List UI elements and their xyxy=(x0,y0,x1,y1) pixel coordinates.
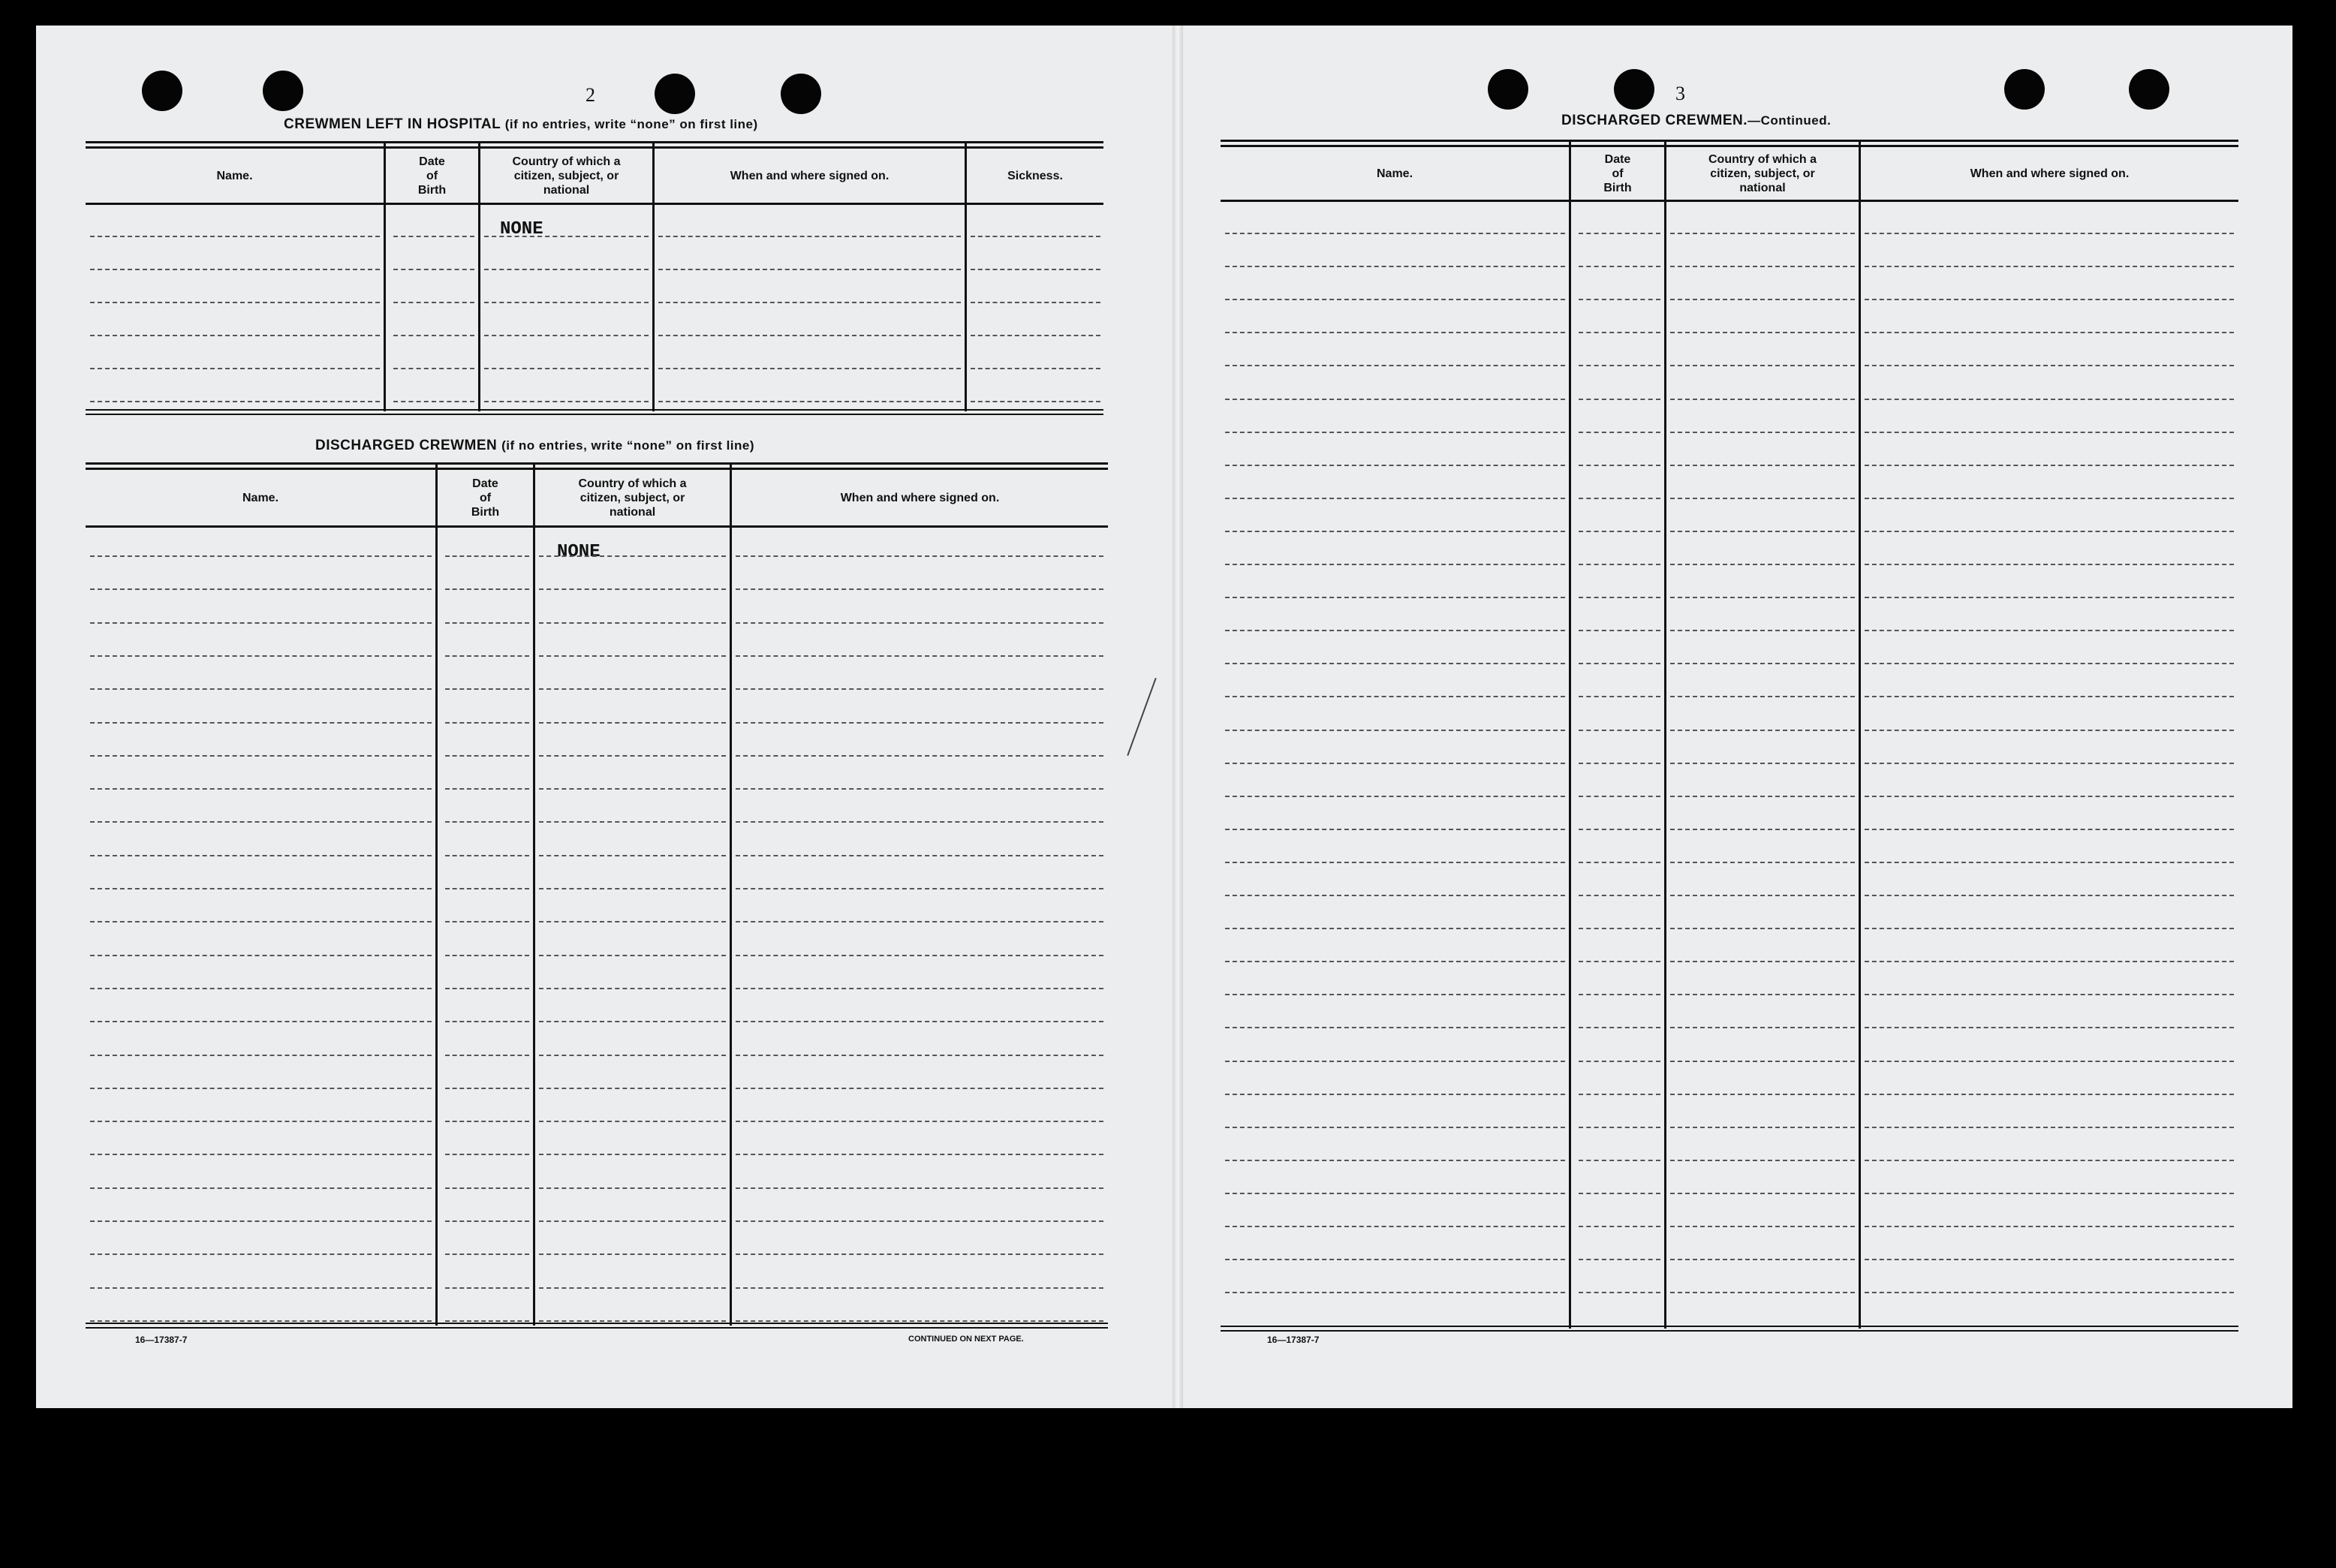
entry-line xyxy=(1670,895,1855,896)
entry-line xyxy=(484,236,649,237)
entry-line xyxy=(1865,928,2234,929)
entry-line xyxy=(1670,663,1855,664)
entry-line xyxy=(445,688,529,690)
entry-line xyxy=(539,1088,726,1089)
column-header-signed-on: When and where signed on. xyxy=(730,169,890,182)
entry-line xyxy=(1865,1027,2234,1028)
entry-line xyxy=(736,788,1103,790)
entry-line xyxy=(90,1055,432,1056)
entry-line xyxy=(1865,365,2234,366)
entry-line xyxy=(736,1021,1103,1022)
entry-line xyxy=(539,1021,726,1022)
column-header-date-of-birth: Date of Birth xyxy=(471,477,500,519)
column-header-country: Country of which a citizen, subject, or national xyxy=(578,477,687,519)
discharged-continued-title: DISCHARGED CREWMEN.—Continued. xyxy=(1561,113,1832,128)
entry-line xyxy=(90,655,432,657)
entry-line xyxy=(445,855,529,856)
entry-line xyxy=(90,588,432,590)
entry-line xyxy=(90,401,380,402)
entry-line xyxy=(90,1088,432,1089)
entry-line xyxy=(1670,1259,1855,1260)
entry-line xyxy=(1225,829,1565,830)
entry-line xyxy=(90,622,432,624)
entry-line xyxy=(1865,862,2234,863)
entry-line xyxy=(736,1220,1103,1222)
entry-line xyxy=(736,1121,1103,1122)
entry-line xyxy=(445,955,529,956)
entry-line xyxy=(1225,432,1565,433)
entry-line xyxy=(1865,1292,2234,1293)
punch-hole xyxy=(2129,69,2169,110)
entry-line xyxy=(90,955,432,956)
entry-line xyxy=(1579,266,1660,267)
entry-line xyxy=(445,988,529,989)
entry-line xyxy=(1865,796,2234,797)
entry-line xyxy=(971,236,1100,237)
column-header-name: Name. xyxy=(216,169,253,182)
entry-line xyxy=(1225,1292,1565,1293)
entry-line xyxy=(736,755,1103,757)
page-fold xyxy=(1173,26,1183,1408)
entry-line xyxy=(1579,961,1660,962)
entry-line xyxy=(445,1287,529,1289)
entry-line xyxy=(736,1253,1103,1255)
entry-line xyxy=(1225,564,1565,565)
entry-line xyxy=(658,401,961,402)
entry-line xyxy=(1579,1127,1660,1128)
entry-line xyxy=(1225,498,1565,499)
entry-line xyxy=(90,1187,432,1189)
column-header-signed-on: When and where signed on. xyxy=(840,491,1000,504)
entry-line xyxy=(1865,994,2234,995)
entry-line xyxy=(539,1220,726,1222)
entry-line xyxy=(1579,829,1660,830)
entry-line xyxy=(393,302,474,303)
entry-line xyxy=(1670,1160,1855,1161)
entry-line xyxy=(1579,432,1660,433)
entry-line xyxy=(90,555,432,557)
entry-line xyxy=(1865,564,2234,565)
entry-line xyxy=(90,888,432,889)
entry-line xyxy=(1865,597,2234,598)
entry-line xyxy=(1865,299,2234,300)
entry-line xyxy=(736,722,1103,724)
entry-line xyxy=(445,555,529,557)
entry-line xyxy=(1670,465,1855,466)
entry-line xyxy=(1865,266,2234,267)
entry-line xyxy=(90,821,432,823)
entry-line xyxy=(1865,432,2234,433)
entry-line xyxy=(1579,332,1660,333)
entry-line xyxy=(1225,730,1565,731)
entry-line xyxy=(1865,961,2234,962)
discharged-continued-table xyxy=(1221,140,2238,1333)
entry-line xyxy=(1579,465,1660,466)
entry-line xyxy=(971,269,1100,270)
entry-line xyxy=(1579,730,1660,731)
entry-line xyxy=(539,588,726,590)
entry-line xyxy=(1225,1027,1565,1028)
entry-line xyxy=(90,921,432,922)
entry-line xyxy=(1670,1226,1855,1227)
entry-line xyxy=(1670,299,1855,300)
entry-line xyxy=(539,1320,726,1322)
entry-line xyxy=(1579,696,1660,697)
entry-line xyxy=(1225,696,1565,697)
entry-line xyxy=(1670,994,1855,995)
entry-line xyxy=(736,555,1103,557)
entry-line xyxy=(1670,730,1855,731)
entry-line xyxy=(539,688,726,690)
entry-line xyxy=(1579,1292,1660,1293)
entry-line xyxy=(539,1287,726,1289)
entry-line xyxy=(1670,531,1855,532)
entry-line xyxy=(971,368,1100,369)
entry-line xyxy=(736,1088,1103,1089)
entry-line xyxy=(539,1154,726,1155)
entry-line xyxy=(1225,1061,1565,1062)
entry-line xyxy=(1865,663,2234,664)
entry-line xyxy=(1225,1259,1565,1260)
entry-line xyxy=(1670,432,1855,433)
entry-line xyxy=(539,988,726,989)
punch-hole xyxy=(655,74,695,114)
entry-line xyxy=(1579,1193,1660,1194)
entry-line xyxy=(1225,895,1565,896)
entry-line xyxy=(1579,763,1660,764)
entry-line xyxy=(1670,564,1855,565)
entry-line xyxy=(90,1154,432,1155)
page-number: 2 xyxy=(586,84,595,106)
entry-line xyxy=(445,788,529,790)
discharged-table xyxy=(86,462,1108,1329)
discharged-entry-none: NONE xyxy=(557,542,601,562)
entry-line xyxy=(1225,994,1565,995)
entry-line xyxy=(1865,399,2234,400)
entry-line xyxy=(90,1021,432,1022)
entry-line xyxy=(971,401,1100,402)
entry-line xyxy=(1865,630,2234,631)
entry-line xyxy=(539,555,726,557)
entry-line xyxy=(1579,299,1660,300)
entry-line xyxy=(736,1187,1103,1189)
entry-line xyxy=(1225,399,1565,400)
entry-line xyxy=(1225,796,1565,797)
entry-line xyxy=(445,821,529,823)
entry-line xyxy=(1225,1193,1565,1194)
entry-line xyxy=(1225,465,1565,466)
entry-line xyxy=(1225,531,1565,532)
entry-line xyxy=(736,1287,1103,1289)
entry-line xyxy=(1865,829,2234,830)
entry-line xyxy=(445,1021,529,1022)
entry-line xyxy=(736,921,1103,922)
entry-line xyxy=(736,588,1103,590)
entry-line xyxy=(736,1320,1103,1322)
entry-line xyxy=(1579,862,1660,863)
entry-line xyxy=(1670,696,1855,697)
entry-line xyxy=(539,955,726,956)
entry-line xyxy=(1670,233,1855,234)
entry-line xyxy=(1865,1094,2234,1095)
entry-line xyxy=(1579,597,1660,598)
entry-line xyxy=(1579,498,1660,499)
entry-line xyxy=(1579,1259,1660,1260)
entry-line xyxy=(539,888,726,889)
entry-line xyxy=(393,335,474,336)
entry-line xyxy=(1670,498,1855,499)
column-header-signed-on: When and where signed on. xyxy=(1970,167,2130,180)
entry-line xyxy=(90,302,380,303)
entry-line xyxy=(445,588,529,590)
entry-line xyxy=(736,1154,1103,1155)
punch-hole xyxy=(1488,69,1528,110)
entry-line xyxy=(539,622,726,624)
entry-line xyxy=(393,368,474,369)
entry-line xyxy=(90,1253,432,1255)
entry-line xyxy=(1579,895,1660,896)
entry-line xyxy=(1865,465,2234,466)
entry-line xyxy=(1670,928,1855,929)
entry-line xyxy=(1579,994,1660,995)
column-header-country: Country of which a citizen, subject, or national xyxy=(1708,152,1817,194)
entry-line xyxy=(539,855,726,856)
column-header-country: Country of which a citizen, subject, or national xyxy=(512,155,621,197)
entry-line xyxy=(1579,1027,1660,1028)
entry-line xyxy=(484,269,649,270)
entry-line xyxy=(1579,564,1660,565)
entry-line xyxy=(658,269,961,270)
entry-line xyxy=(658,335,961,336)
entry-line xyxy=(1670,365,1855,366)
column-header-name: Name. xyxy=(1376,167,1413,180)
entry-line xyxy=(971,302,1100,303)
entry-line xyxy=(1670,796,1855,797)
entry-line xyxy=(1670,1027,1855,1028)
hospital-section-title: CREWMEN LEFT IN HOSPITAL (if no entries, write “none” on first line) xyxy=(284,116,758,132)
entry-line xyxy=(445,921,529,922)
entry-line xyxy=(445,722,529,724)
column-header-sickness: Sickness. xyxy=(1007,169,1063,182)
entry-line xyxy=(1670,1193,1855,1194)
entry-line xyxy=(90,788,432,790)
punch-hole xyxy=(2004,69,2045,110)
entry-line xyxy=(658,368,961,369)
entry-line xyxy=(1670,763,1855,764)
entry-line xyxy=(1225,1160,1565,1161)
column-header-name: Name. xyxy=(242,491,279,504)
entry-line xyxy=(1670,630,1855,631)
entry-line xyxy=(1225,1226,1565,1227)
entry-line xyxy=(539,921,726,922)
entry-line xyxy=(90,1121,432,1122)
entry-line xyxy=(1670,1094,1855,1095)
entry-line xyxy=(445,655,529,657)
entry-line xyxy=(90,1320,432,1322)
entry-line xyxy=(1579,1160,1660,1161)
entry-line xyxy=(1225,663,1565,664)
entry-line xyxy=(1225,233,1565,234)
entry-line xyxy=(1579,928,1660,929)
entry-line xyxy=(539,1187,726,1189)
entry-line xyxy=(1865,1226,2234,1227)
entry-line xyxy=(1670,829,1855,830)
entry-line xyxy=(1225,928,1565,929)
entry-line xyxy=(393,401,474,402)
entry-line xyxy=(1225,299,1565,300)
entry-line xyxy=(1865,1259,2234,1260)
entry-line xyxy=(971,335,1100,336)
entry-line xyxy=(90,236,380,237)
entry-line xyxy=(736,655,1103,657)
entry-line xyxy=(1225,365,1565,366)
entry-line xyxy=(445,1320,529,1322)
entry-line xyxy=(1225,961,1565,962)
entry-line xyxy=(90,335,380,336)
entry-line xyxy=(1865,1160,2234,1161)
entry-line xyxy=(1865,895,2234,896)
discharged-section-title: DISCHARGED CREWMEN (if no entries, write “none” on first line) xyxy=(315,438,755,453)
entry-line xyxy=(736,688,1103,690)
entry-line xyxy=(1865,763,2234,764)
entry-line xyxy=(1865,1193,2234,1194)
entry-line xyxy=(1225,862,1565,863)
entry-line xyxy=(1865,1127,2234,1128)
entry-line xyxy=(1865,531,2234,532)
entry-line xyxy=(1670,399,1855,400)
entry-line xyxy=(445,1253,529,1255)
entry-line xyxy=(1225,763,1565,764)
entry-line xyxy=(1579,233,1660,234)
entry-line xyxy=(736,821,1103,823)
entry-line xyxy=(1579,630,1660,631)
punch-hole xyxy=(781,74,821,114)
form-number: 16—17387-7 xyxy=(1267,1335,1320,1345)
entry-line xyxy=(445,755,529,757)
entry-line xyxy=(736,888,1103,889)
form-number: 16—17387-7 xyxy=(135,1335,188,1345)
entry-line xyxy=(539,1121,726,1122)
column-header-date-of-birth: Date of Birth xyxy=(417,155,447,197)
entry-line xyxy=(539,722,726,724)
entry-line xyxy=(90,722,432,724)
entry-line xyxy=(1579,1094,1660,1095)
column-header-date-of-birth: Date of Birth xyxy=(1603,152,1632,194)
entry-line xyxy=(1865,233,2234,234)
entry-line xyxy=(1225,630,1565,631)
entry-line xyxy=(539,821,726,823)
entry-line xyxy=(1670,1292,1855,1293)
entry-line xyxy=(1865,1061,2234,1062)
entry-line xyxy=(393,236,474,237)
entry-line xyxy=(736,1055,1103,1056)
entry-line xyxy=(484,335,649,336)
entry-line xyxy=(445,1187,529,1189)
entry-line xyxy=(445,622,529,624)
entry-line xyxy=(90,755,432,757)
entry-line xyxy=(445,1154,529,1155)
entry-line xyxy=(1579,796,1660,797)
entry-line xyxy=(90,855,432,856)
punch-hole xyxy=(142,71,182,111)
continued-note: CONTINUED ON NEXT PAGE. xyxy=(908,1335,1024,1344)
hospital-entry-none: NONE xyxy=(500,219,543,239)
entry-line xyxy=(539,1253,726,1255)
entry-line xyxy=(445,1121,529,1122)
entry-line xyxy=(1670,961,1855,962)
entry-line xyxy=(393,269,474,270)
entry-line xyxy=(1865,332,2234,333)
entry-line xyxy=(1865,498,2234,499)
entry-line xyxy=(1670,1127,1855,1128)
entry-line xyxy=(1579,1061,1660,1062)
entry-line xyxy=(1670,332,1855,333)
entry-line xyxy=(1579,399,1660,400)
entry-line xyxy=(1865,696,2234,697)
entry-line xyxy=(445,1220,529,1222)
entry-line xyxy=(736,988,1103,989)
entry-line xyxy=(658,236,961,237)
entry-line xyxy=(1579,531,1660,532)
entry-line xyxy=(736,622,1103,624)
entry-line xyxy=(1865,730,2234,731)
entry-line xyxy=(90,269,380,270)
entry-line xyxy=(90,1287,432,1289)
entry-line xyxy=(484,302,649,303)
entry-line xyxy=(736,855,1103,856)
entry-line xyxy=(484,368,649,369)
entry-line xyxy=(445,1088,529,1089)
entry-line xyxy=(736,955,1103,956)
entry-line xyxy=(1670,266,1855,267)
entry-line xyxy=(539,1055,726,1056)
entry-line xyxy=(539,755,726,757)
entry-line xyxy=(1225,1127,1565,1128)
entry-line xyxy=(90,1220,432,1222)
entry-line xyxy=(658,302,961,303)
entry-line xyxy=(1579,365,1660,366)
entry-line xyxy=(484,401,649,402)
entry-line xyxy=(539,788,726,790)
hospital-table xyxy=(86,141,1103,416)
entry-line xyxy=(1225,597,1565,598)
entry-line xyxy=(90,368,380,369)
entry-line xyxy=(90,688,432,690)
entry-line xyxy=(1579,1226,1660,1227)
entry-line xyxy=(1225,266,1565,267)
punch-hole xyxy=(1614,69,1654,110)
entry-line xyxy=(539,655,726,657)
entry-line xyxy=(1225,332,1565,333)
punch-hole xyxy=(263,71,303,111)
entry-line xyxy=(445,888,529,889)
page-number: 3 xyxy=(1675,83,1685,104)
entry-line xyxy=(1670,1061,1855,1062)
entry-line xyxy=(1670,597,1855,598)
entry-line xyxy=(1579,663,1660,664)
entry-line xyxy=(1670,862,1855,863)
entry-line xyxy=(90,988,432,989)
entry-line xyxy=(445,1055,529,1056)
entry-line xyxy=(1225,1094,1565,1095)
